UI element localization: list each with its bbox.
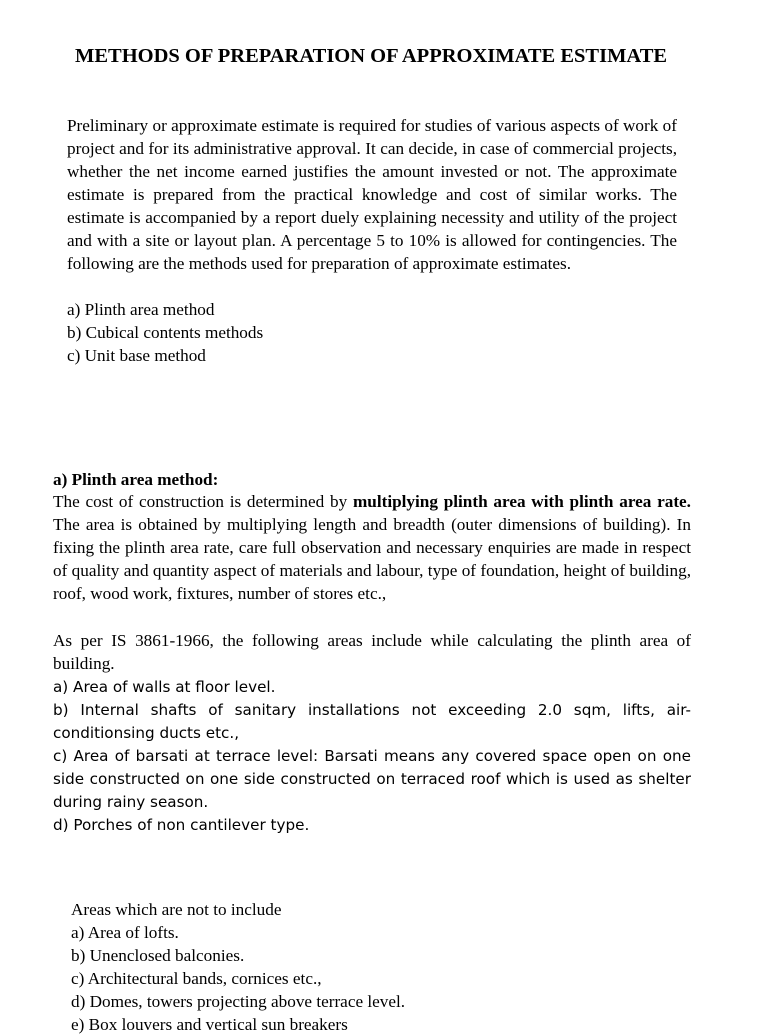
list-item: b) Internal shafts of sanitary installations not exceeding 2.0 sqm, lifts, air-conditionsing ducts etc., — [53, 701, 691, 742]
list-item: d) Domes, towers projecting above terrace level. — [71, 992, 406, 1011]
list-item: c) Area of barsati at terrace level: Barsati means any covered space open on one side constructed on one side constructed on terraced roof which is used as shelter during rainy season. — [53, 747, 691, 811]
is-code-paragraph: As per IS 3861-1966, the following areas include while calculating the plinth area of building. — [53, 631, 691, 673]
page-title: METHODS OF PREPARATION OF APPROXIMATE ESTIMATE — [75, 45, 668, 67]
plinth-area-description — [53, 490, 691, 605]
excluded-areas-heading: Areas which are not to include — [71, 900, 282, 919]
included-areas-list — [53, 676, 691, 837]
list-item: a) Plinth area method — [67, 300, 215, 319]
list-item: d) Porches of non cantilever type. — [53, 816, 310, 834]
methods-list — [67, 298, 677, 367]
description-text: The area is obtained by multiplying length and breadth (outer dimensions of building). In fixing the plinth area rate, care full observation and necessary enquiries are made in respect of quality and quantity aspect of materials and labour, type of foundation, height of building, roof, wood work, fixtures, number of stores etc., — [53, 515, 691, 603]
list-item: c) Unit base method — [67, 346, 206, 365]
description-text: The cost of construction is determined by — [53, 492, 353, 511]
description-emphasis: multiplying plinth area with plinth area rate. — [352, 492, 691, 511]
list-item: a) Area of lofts. — [71, 923, 179, 942]
list-item: a) Area of walls at floor level. — [53, 678, 276, 696]
list-item: c) Architectural bands, cornices etc., — [71, 969, 322, 988]
list-item: b) Unenclosed balconies. — [71, 946, 245, 965]
list-item: b) Cubical contents methods — [67, 323, 264, 342]
excluded-areas-list — [71, 921, 691, 1036]
section-heading-plinth-area: a) Plinth area method: — [53, 470, 219, 489]
list-item: e) Box louvers and vertical sun breakers — [71, 1015, 348, 1034]
intro-paragraph: Preliminary or approximate estimate is required for studies of various aspects of work of project and for its administrative approval. It can decide, in case of commercial projects, whether the net income earned justifies the amount invested or not. The approximate estimate is prepared from the practical knowledge and cost of similar works. The estimate is accompanied by a report duely explaining necessity and utility of the project and with a site or layout plan. A percentage 5 to 10% is allowed for contingencies. The following are the methods used for preparation of approximate estimates. — [67, 116, 677, 273]
